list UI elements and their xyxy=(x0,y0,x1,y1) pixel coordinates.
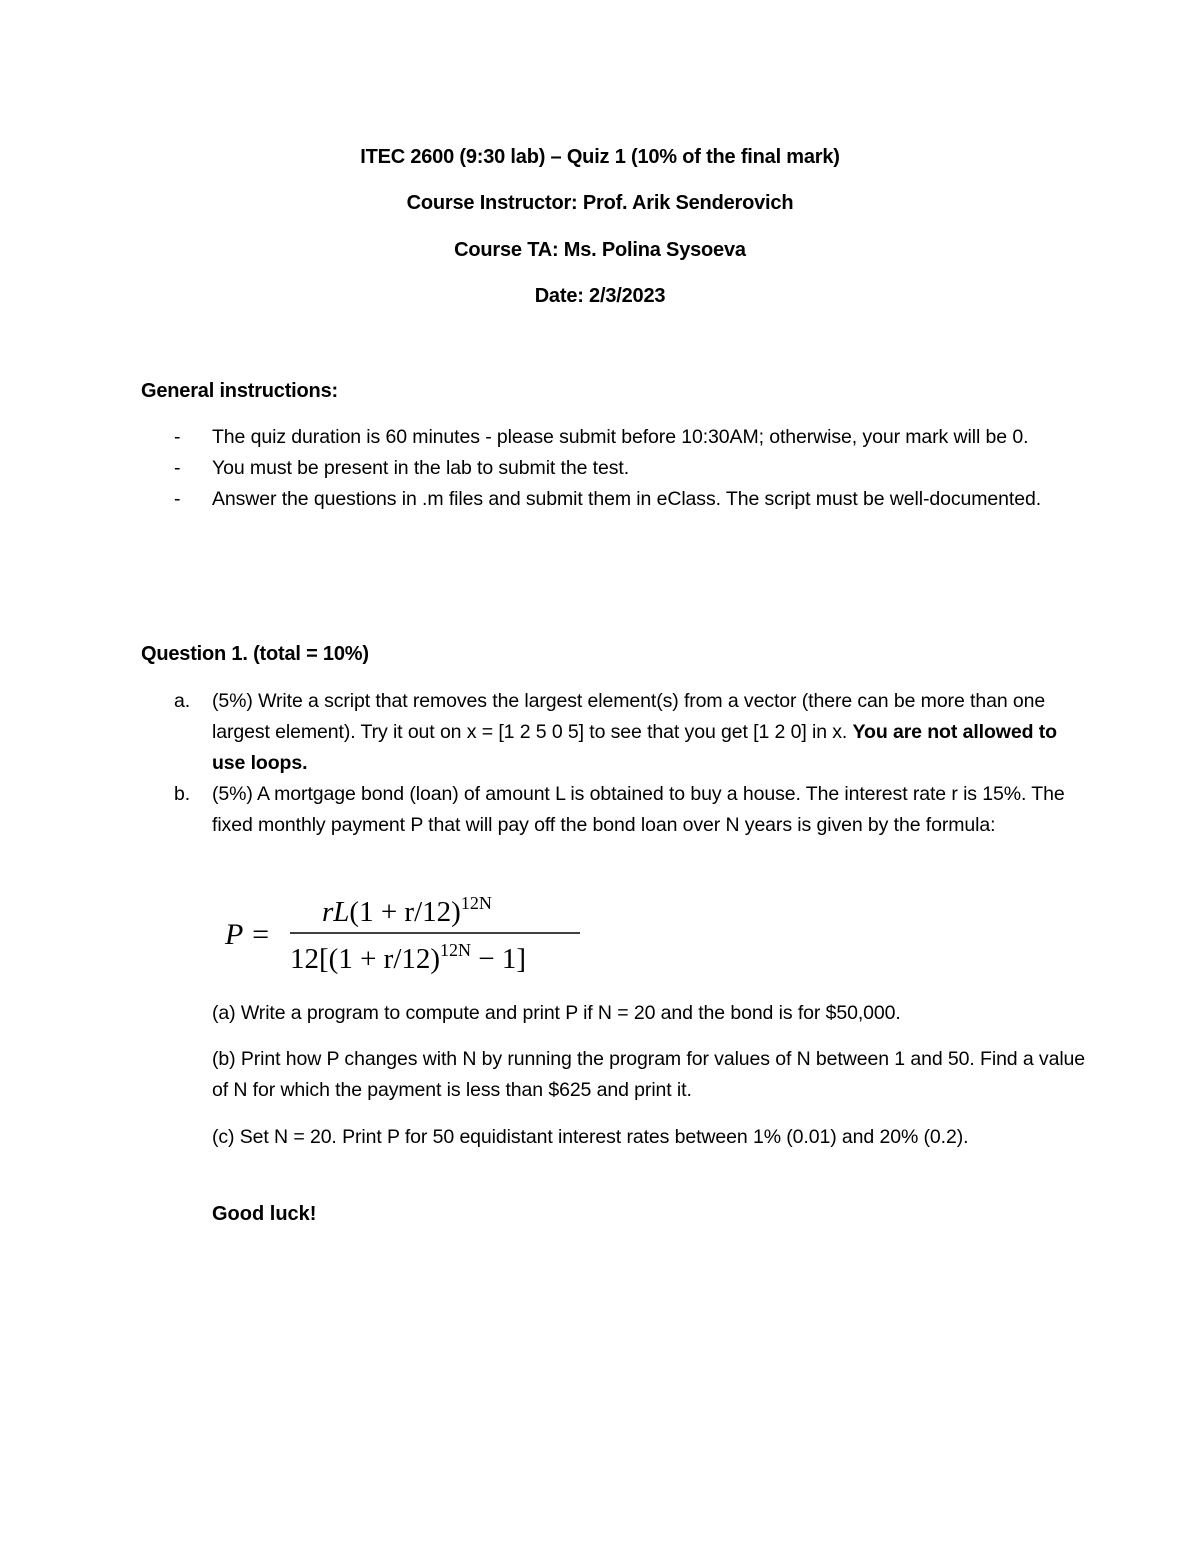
part-a-text: (5%) Write a script that removes the largest element(s) from a vector (there can be more than one largest element). Try it out on x = [1 2 5 0 5] to see that you get [1 2 0] in x. xyxy=(212,690,1046,743)
part-marker-a: a. xyxy=(174,690,191,712)
ta-line: Course TA: Ms. Polina Sysoeva xyxy=(454,239,746,261)
list-item xyxy=(174,453,1074,484)
question-1-list xyxy=(174,686,1074,841)
formula-den-exp: 12N xyxy=(440,940,472,960)
instruction-text: Answer the questions in .m files and submit them in eClass. The script must be well-documented. xyxy=(212,488,1042,510)
instructor-line: Course Instructor: Prof. Arik Senderovich xyxy=(406,192,794,214)
general-instructions-list xyxy=(174,422,1074,515)
subpart-b: (b) Print how P changes with N by running the program for values of N between 1 and 50. Find a value of N for which the payment is less than $625 and print it. xyxy=(212,1048,1086,1101)
formula-numerator xyxy=(322,893,492,928)
question-part-b xyxy=(174,779,1074,841)
instruction-text: You must be present in the lab to submit the test. xyxy=(212,457,630,479)
formula-den-b: − 1] xyxy=(471,943,527,975)
formula-num-exp: 12N xyxy=(460,893,492,913)
formula-den-a: 12[(1 + r/12) xyxy=(290,943,441,975)
subpart-c: (c) Set N = 20. Print P for 50 equidistant interest rates between 1% (0.01) and 20% (0.2). xyxy=(212,1126,969,1148)
general-instructions-heading: General instructions: xyxy=(141,380,338,402)
formula-num-a: rL xyxy=(322,896,350,928)
subpart-a: (a) Write a program to compute and print P if N = 20 and the bond is for $50,000. xyxy=(212,1002,901,1024)
formula-lhs: P = xyxy=(225,918,271,951)
part-marker-b: b. xyxy=(174,783,191,805)
bullet-marker: - xyxy=(174,426,181,448)
list-item xyxy=(174,422,1074,453)
bullet-marker: - xyxy=(174,488,181,510)
closing-text: Good luck! xyxy=(212,1203,317,1225)
question-part-a xyxy=(174,686,1074,779)
bullet-marker: - xyxy=(174,457,181,479)
part-b-text: (5%) A mortgage bond (loan) of amount L is obtained to buy a house. The interest rate r is 15%. The fixed monthly payment P that will pay off the bond loan over N years is given by the formula: xyxy=(212,783,1065,836)
question-1-heading: Question 1. (total = 10%) xyxy=(141,643,369,665)
mortgage-formula xyxy=(222,888,602,978)
instruction-text: The quiz duration is 60 minutes - please submit before 10:30AM; otherwise, your mark will be 0. xyxy=(212,426,1029,448)
quiz-title: ITEC 2600 (9:30 lab) – Quiz 1 (10% of the final mark) xyxy=(360,146,840,168)
formula-num-b: (1 + r/12) xyxy=(349,896,461,928)
list-item xyxy=(174,484,1074,515)
formula-denominator xyxy=(290,940,526,975)
date-line: Date: 2/3/2023 xyxy=(534,285,666,307)
no-loops-note: You are not allowed to use loops. xyxy=(212,721,1057,774)
